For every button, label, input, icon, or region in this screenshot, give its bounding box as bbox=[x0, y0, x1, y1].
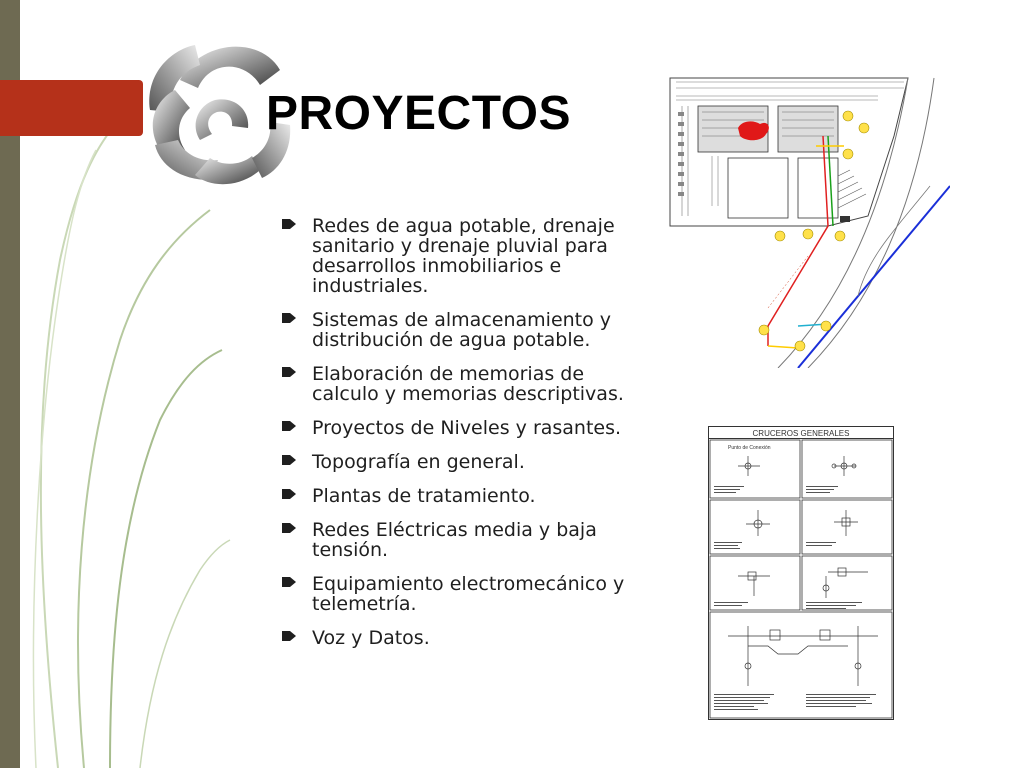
arrow-bullet-icon bbox=[282, 219, 296, 229]
arrow-bullet-icon bbox=[282, 577, 296, 587]
arrow-bullet-icon bbox=[282, 631, 296, 641]
list-item bbox=[282, 574, 652, 614]
list-item bbox=[282, 628, 652, 648]
title-accent-tab bbox=[0, 80, 133, 136]
projects-bullet-list bbox=[282, 216, 652, 662]
list-item bbox=[282, 418, 652, 438]
bullet-text: Sistemas de almacenamiento y distribución de agua potable. bbox=[312, 309, 612, 351]
arrow-bullet-icon bbox=[282, 367, 296, 377]
list-item bbox=[282, 486, 652, 506]
bullet-text: Plantas de tratamiento. bbox=[312, 485, 536, 507]
list-item bbox=[282, 452, 652, 472]
bullet-text: Topografía en general. bbox=[312, 451, 525, 473]
list-item bbox=[282, 310, 652, 350]
arrow-bullet-icon bbox=[282, 421, 296, 431]
sheet-subtitle: Punto de Conexión bbox=[728, 445, 771, 451]
list-item bbox=[282, 364, 652, 404]
list-item bbox=[282, 520, 652, 560]
arrow-bullet-icon bbox=[282, 523, 296, 533]
arrow-bullet-icon bbox=[282, 455, 296, 465]
list-item bbox=[282, 216, 652, 296]
bullet-text: Redes de agua potable, drenaje sanitario y drenaje pluvial para desarrollos inmobiliarios e industriales. bbox=[312, 215, 615, 297]
site-plan-drawing bbox=[668, 76, 950, 368]
arrow-bullet-icon bbox=[282, 489, 296, 499]
bullet-text: Proyectos de Niveles y rasantes. bbox=[312, 417, 622, 439]
arrow-bullet-icon bbox=[282, 313, 296, 323]
bullet-text: Voz y Datos. bbox=[312, 627, 430, 649]
cruceros-detail-sheet bbox=[708, 426, 894, 720]
bullet-text: Redes Eléctricas media y baja tensión. bbox=[312, 519, 597, 561]
sheet-title: CRUCEROS GENERALES bbox=[752, 429, 850, 438]
slide-title: PROYECTOS bbox=[266, 87, 572, 140]
bullet-text: Elaboración de memorias de calculo y memorias descriptivas. bbox=[312, 363, 624, 405]
bullet-text: Equipamiento electromecánico y telemetría. bbox=[312, 573, 625, 615]
